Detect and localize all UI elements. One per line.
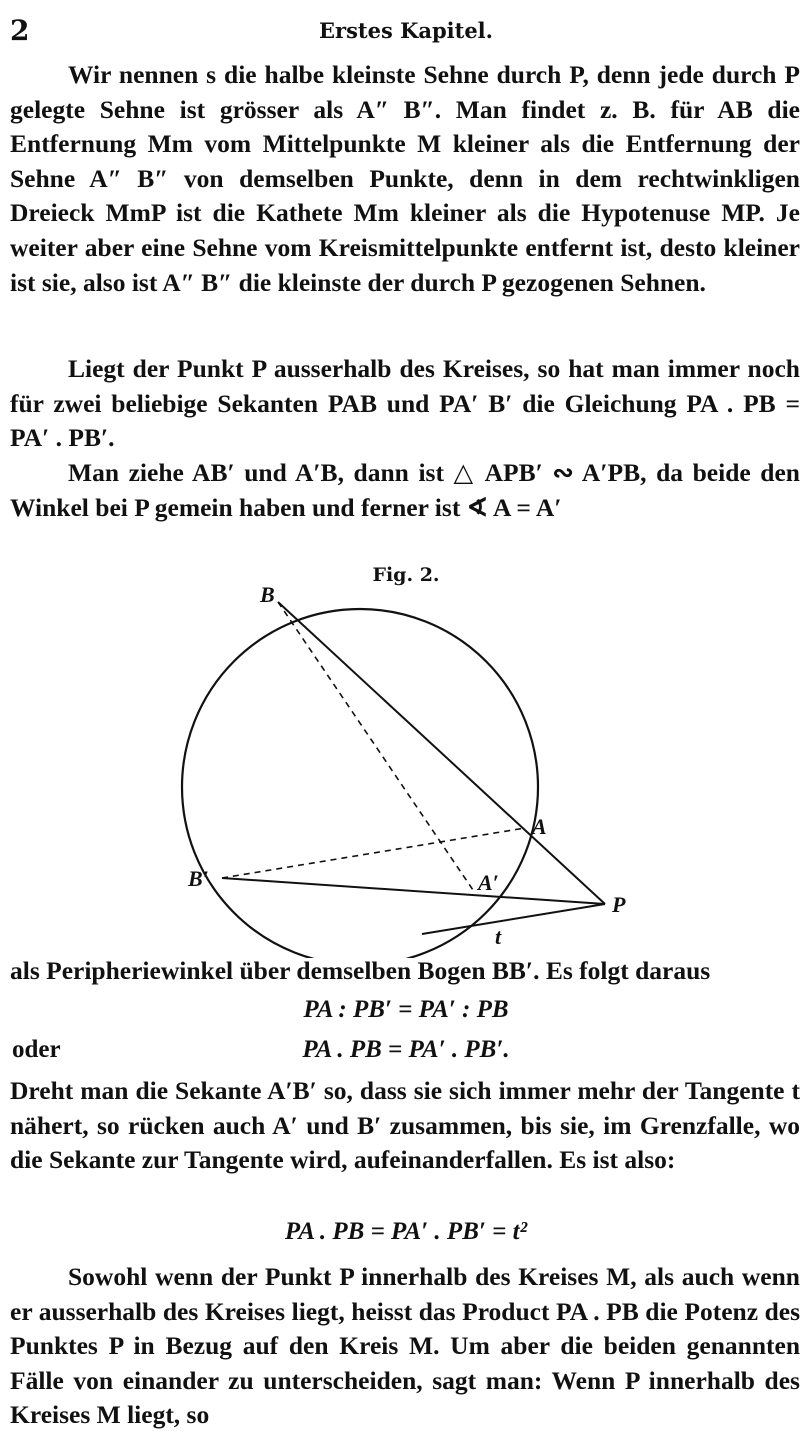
equation-2: PA . PB = PA′ . PB′.	[302, 1036, 510, 1063]
page-number: 2	[10, 14, 30, 47]
paragraph-1: Wir nennen s die halbe kleinste Sehne durch P, denn jede durch P gelegte Sehne ist grösser als A″ B″. Man findet z. B. für AB die Entfernung Mm vom Mittelpunkte M kleiner als die Entfernung der Sehne A″ B″ von demselben Punkte, denn in dem rechtwinkligen Dreieck MmP ist die Kathete Mm kleiner als die Hypotenuse MP. Je weiter aber eine Sehne vom Kreismittelpunkte entfernt ist, desto kleiner ist sie, also ist A″ B″ die kleinste der durch P gezogenen Sehnen.	[10, 60, 800, 297]
label-B: B	[260, 582, 275, 607]
label-A: A	[532, 814, 547, 839]
label-A-prime: A′	[478, 870, 499, 895]
figure-caption: Fig. 2.	[372, 564, 440, 586]
paragraph-6: Sowohl wenn der Punkt P innerhalb des Kreises M, als auch wenn er ausserhalb des Kreises liegt, heisst das Product PA . PB die Potenz des Punktes P in Bezug auf den Kreis M. Um aber die beiden genannten Fälle von einander zu unterscheiden, sagt man: Wenn P innerhalb des Kreises M liegt, so	[10, 1262, 800, 1430]
label-t: t	[495, 924, 502, 949]
equation-1: PA : PB′ = PA′ : PB	[303, 996, 509, 1023]
paragraph-3: Man ziehe AB′ und A′B, dann ist △ APB′ ∾ A′PB, da beide den Winkel bei P gemein haben und ferner ist ∢ A = A′	[10, 458, 800, 522]
running-title: Erstes Kapitel.	[319, 18, 493, 43]
secant-pab	[278, 602, 605, 904]
paragraph-5: Dreht man die Sekante A′B′ so, dass sie sich immer mehr der Tangente t nähert, so rücken auch A′ und B′ zusammen, bis sie, im Grenzfalle, wo die Sekante zur Tangente wird, aufeinanderfallen. Es ist also:	[10, 1076, 800, 1175]
secant-pa-prime-b-prime	[222, 878, 605, 904]
tangent-t	[422, 904, 605, 934]
page-header	[10, 14, 802, 48]
equation-3: PA . PB = PA′ . PB′ = t²	[284, 1218, 528, 1245]
label-B-prime: B′	[188, 866, 209, 891]
dashed-b-a-prime	[278, 602, 473, 890]
label-P: P	[612, 892, 626, 917]
paragraph-4: als Peripheriewinkel über demselben Bogen BB′. Es folgt daraus	[10, 956, 711, 985]
circle	[182, 609, 538, 958]
figure-2-diagram	[150, 572, 650, 958]
paragraph-2: Liegt der Punkt P ausserhalb des Kreises, so hat man immer noch für zwei beliebige Sekanten PAB und PA′ B′ die Gleichung PA . PB = PA′ . PB′.	[10, 354, 800, 453]
oder-label: oder	[12, 1036, 61, 1063]
